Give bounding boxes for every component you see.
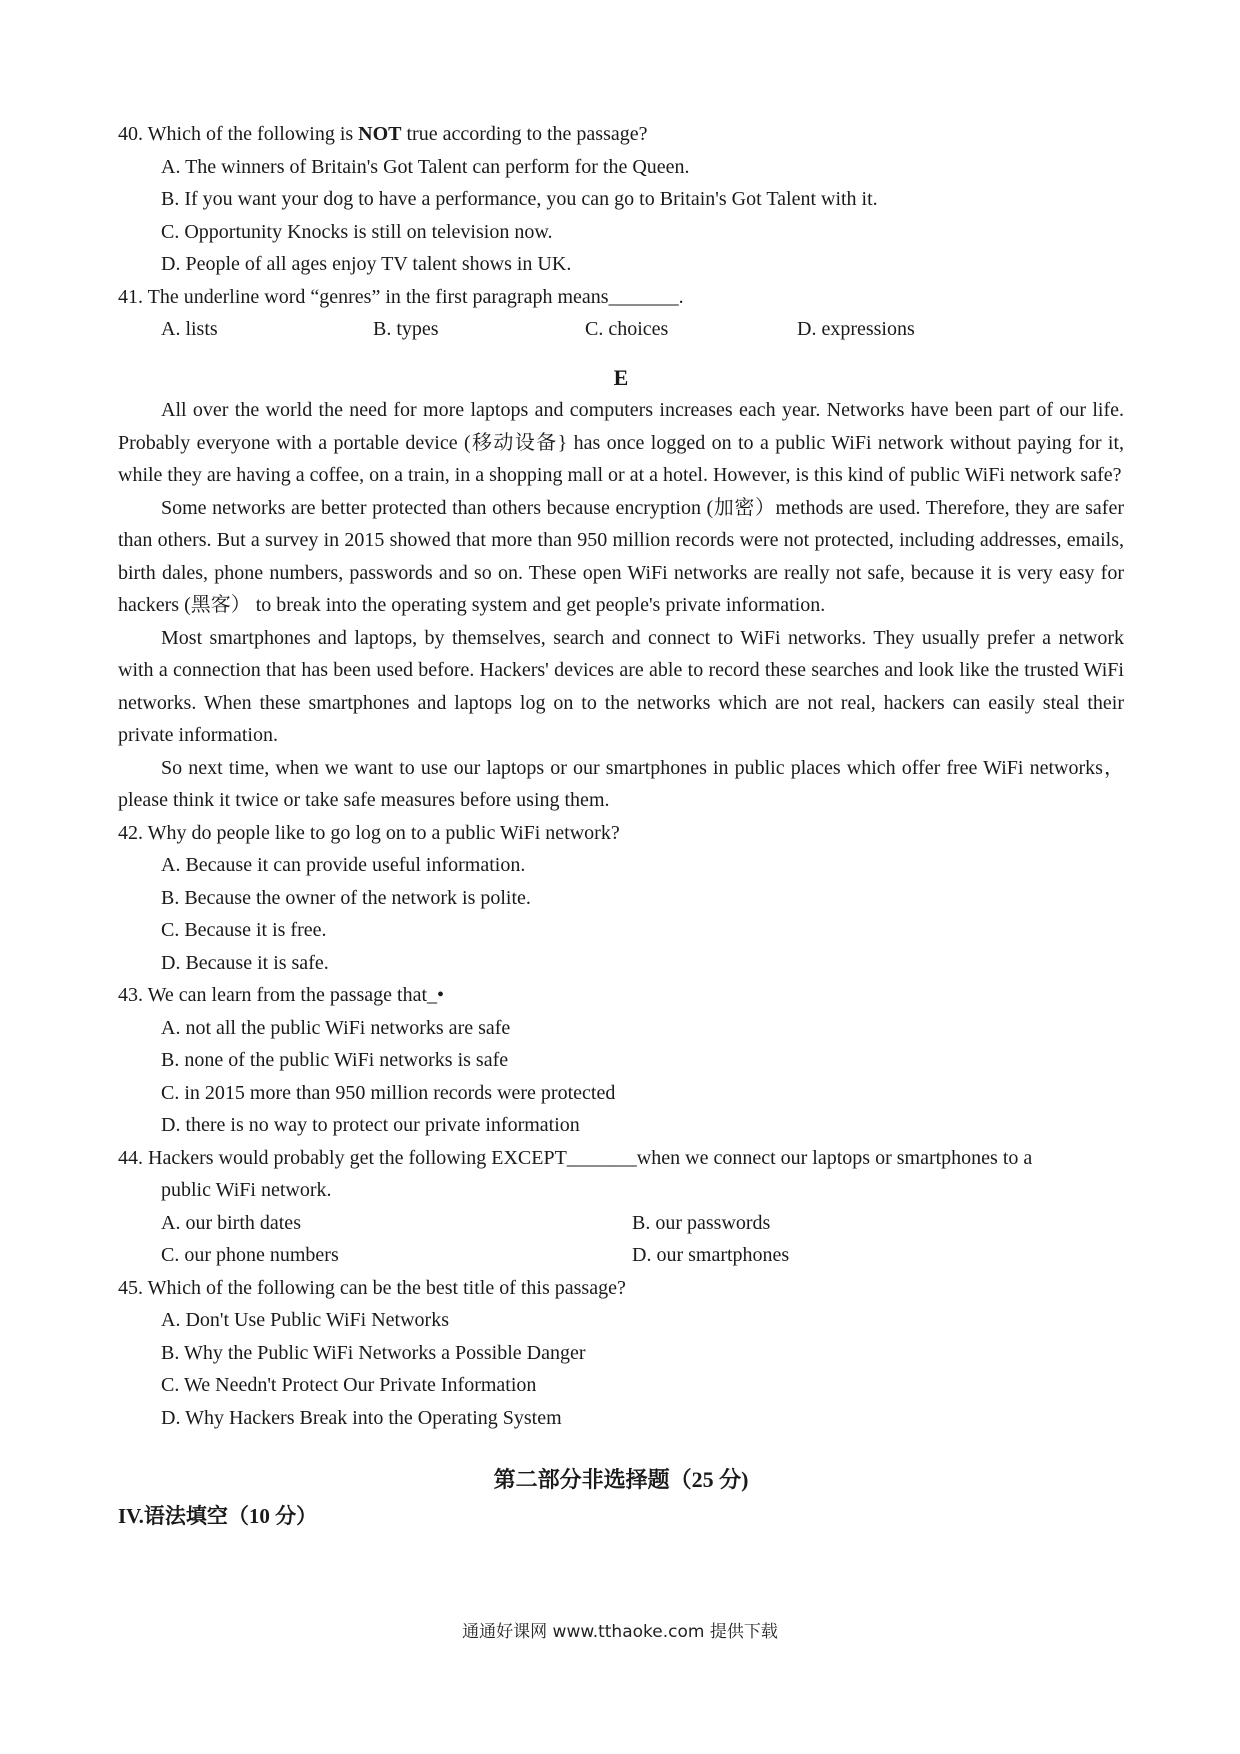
question-43-option-d: D. there is no way to protect our private information — [161, 1114, 580, 1136]
passage-paragraph-2: Some networks are better protected than others because encryption (加密）methods are used. Therefore, they are safer than others. But a survey in 2015 showed that more than 950 million records were not protected, including addresses, emails, birth dales, phone numbers, passwords and so on. These open WiFi networks are really not safe, because it is very easy for hackers (黑客） to break into the operating system and get people's private information. — [118, 496, 1124, 616]
question-43-option-b: B. none of the public WiFi networks is safe — [161, 1049, 509, 1071]
question-42-stem: 42. Why do people like to go log on to a public WiFi network? — [118, 821, 620, 844]
question-44-option-b: B. our passwords — [632, 1211, 771, 1234]
question-40-option-a: A. The winners of Britain's Got Talent can perform for the Queen. — [161, 155, 690, 178]
question-43-stem: 43. We can learn from the passage that_• — [118, 984, 445, 1006]
question-43-option-a: A. not all the public WiFi networks are safe — [161, 1016, 511, 1039]
question-41-stem: 41. The underline word “genres” in the first paragraph means_______. — [118, 285, 684, 308]
exam-page — [118, 118, 1124, 1532]
passage-paragraph-1: All over the world the need for more laptops and computers increases each year. Networks have been part of our life. Probably everyone with a portable device (移动设备} has once logged on to a public WiFi network without paying for it, while they are having a coffee, on a train, in a shopping mall or at a hotel. However, is this kind of public WiFi network safe? — [118, 399, 1124, 486]
question-41-options — [118, 313, 1124, 346]
question-44-options-row-2 — [118, 1239, 1124, 1272]
question-43-option-c: C. in 2015 more than 950 million records were protected — [161, 1081, 616, 1104]
question-42-option-c: C. Because it is free. — [161, 919, 327, 941]
question-45-option-b: B. Why the Public WiFi Networks a Possible Danger — [161, 1341, 586, 1364]
question-44-option-c: C. our phone numbers — [161, 1244, 339, 1266]
question-40-text: 40. Which of the following is — [118, 123, 359, 145]
part-2-title: 第二部分非选择题（25 分) — [493, 1467, 749, 1492]
question-41-option-b: B. types — [373, 318, 439, 340]
question-41-option-d: D. expressions — [797, 318, 915, 340]
question-41-option-a: A. lists — [161, 318, 218, 340]
passage-letter: E — [613, 364, 629, 390]
question-40-text-end: true according to the passage? — [401, 123, 648, 145]
question-42-option-d: D. Because it is safe. — [161, 951, 329, 974]
question-42-option-a: A. Because it can provide useful information. — [161, 854, 526, 876]
question-44-stem-continued: public WiFi network. — [161, 1179, 332, 1201]
question-40-emphasis: NOT — [358, 123, 402, 145]
question-45-stem: 45. Which of the following can be the best title of this passage? — [118, 1276, 626, 1299]
question-40-stem — [118, 118, 1124, 151]
question-41-option-c: C. choices — [585, 318, 669, 340]
question-45-option-a: A. Don't Use Public WiFi Networks — [161, 1309, 449, 1331]
question-40-option-b: B. If you want your dog to have a performance, you can go to Britain's Got Talent with it. — [161, 188, 878, 210]
question-40-option-c: C. Opportunity Knocks is still on television now. — [161, 220, 553, 243]
question-45-option-d: D. Why Hackers Break into the Operating System — [161, 1406, 562, 1429]
question-40-option-d: D. People of all ages enjoy TV talent shows in UK. — [161, 253, 572, 275]
section-iv-title: IV.语法填空（10 分） — [118, 1504, 318, 1528]
question-44-stem: 44. Hackers would probably get the following EXCEPT_______when we connect our laptops or smartphones to a — [118, 1146, 1033, 1169]
page-footer: 通通好课网 www.tthaoke.com 提供下载 — [462, 1622, 778, 1642]
question-44-options-row-1 — [118, 1207, 1124, 1240]
question-44-option-d: D. our smartphones — [632, 1244, 790, 1266]
passage-paragraph-4: So next time, when we want to use our laptops or our smartphones in public places which offer free WiFi networks，please think it twice or take safe measures before using them. — [118, 756, 1124, 811]
question-45-option-c: C. We Needn't Protect Our Private Information — [161, 1374, 537, 1396]
passage-paragraph-3: Most smartphones and laptops, by themselves, search and connect to WiFi networks. They usually prefer a network with a connection that has been used before. Hackers' devices are able to record these searches and look like the trusted WiFi networks. When these smartphones and laptops log on to the networks which are not real, hackers can easily steal their private information. — [118, 626, 1124, 746]
question-44-option-a: A. our birth dates — [161, 1211, 301, 1234]
question-42-option-b: B. Because the owner of the network is polite. — [161, 886, 531, 909]
